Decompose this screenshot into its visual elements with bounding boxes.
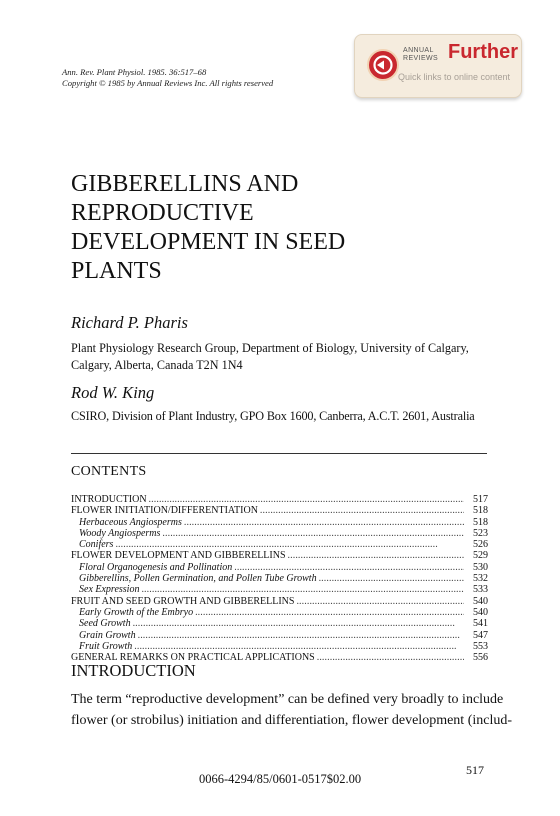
title-line: REPRODUCTIVE xyxy=(71,200,254,226)
badge-further-label: Further xyxy=(448,41,518,63)
contents-divider xyxy=(71,453,487,454)
table-of-contents xyxy=(71,494,488,663)
toc-entry-page: 540 xyxy=(473,595,488,607)
toc-entry-page: 553 xyxy=(473,640,488,652)
toc-entry-page: 529 xyxy=(473,550,488,562)
affiliation-line: Plant Physiology Research Group, Department of Biology, University of Calgary, xyxy=(71,341,469,355)
affiliation-line: CSIRO, Division of Plant Industry, GPO Box 1600, Canberra, A.C.T. 2601, Australia xyxy=(71,409,475,423)
author-affiliation-pharis xyxy=(71,340,488,374)
article-title xyxy=(71,170,345,286)
badge-quick-links-link[interactable]: Quick links to online content xyxy=(398,72,511,82)
toc-leader-dots xyxy=(195,607,464,618)
page-number: 517 xyxy=(466,763,484,777)
toc-leader-dots xyxy=(138,630,464,641)
toc-entry-label: Fruit Growth xyxy=(79,640,133,652)
toc-leader-dots xyxy=(162,528,464,539)
toc-subentry[interactable] xyxy=(71,573,488,584)
section-heading-introduction: INTRODUCTION xyxy=(71,661,196,680)
toc-leader-dots xyxy=(184,517,464,528)
toc-subentry[interactable] xyxy=(71,630,488,641)
toc-entry[interactable] xyxy=(71,494,488,505)
toc-entry-page: 547 xyxy=(473,629,488,641)
copyright-line: Copyright © 1985 by Annual Reviews Inc. All rights reserved xyxy=(62,78,274,88)
toc-entry-page: 517 xyxy=(473,494,488,505)
toc-entry-label: Sex Expression xyxy=(79,584,140,596)
badge-annual: ANNUAL xyxy=(403,47,434,54)
toc-entry-page: 533 xyxy=(473,584,488,596)
toc-entry[interactable] xyxy=(71,550,488,561)
toc-entry-page: 541 xyxy=(473,618,488,630)
toc-entry-page: 518 xyxy=(473,505,488,517)
toc-leader-dots xyxy=(134,641,464,652)
toc-subentry[interactable] xyxy=(71,517,488,528)
toc-subentry[interactable] xyxy=(71,607,488,618)
toc-entry-label: Woody Angiosperms xyxy=(79,527,161,539)
toc-entry-page: 556 xyxy=(473,652,488,664)
author-name-king: Rod W. King xyxy=(71,383,155,402)
toc-entry-page: 532 xyxy=(473,573,488,585)
affiliation-line: Calgary, Alberta, Canada T2N 1N4 xyxy=(71,358,243,372)
toc-subentry[interactable] xyxy=(71,584,488,595)
toc-entry-label: Grain Growth xyxy=(79,629,136,641)
toc-leader-dots xyxy=(319,573,464,584)
badge-reviews: REVIEWS xyxy=(403,55,439,62)
toc-subentry[interactable] xyxy=(71,618,488,629)
title-line: GIBBERELLINS AND xyxy=(71,171,299,197)
toc-subentry[interactable] xyxy=(71,528,488,539)
toc-subentry[interactable] xyxy=(71,539,488,550)
toc-entry-label: GENERAL REMARKS ON PRACTICAL APPLICATIONS xyxy=(71,652,315,664)
toc-leader-dots xyxy=(288,550,464,561)
toc-leader-dots xyxy=(115,539,464,550)
contents-heading: CONTENTS xyxy=(71,464,147,479)
title-line: PLANTS xyxy=(71,258,162,284)
toc-entry-label: Seed Growth xyxy=(79,618,131,630)
toc-entry-label: Early Growth of the Embryo xyxy=(79,606,194,618)
toc-entry-label: Herbaceous Angiosperms xyxy=(79,516,182,528)
toc-entry-page: 526 xyxy=(473,539,488,551)
toc-leader-dots xyxy=(317,652,464,663)
toc-entry[interactable] xyxy=(71,596,488,607)
price-code: 0066-4294/85/0601-0517$02.00 xyxy=(199,772,362,786)
toc-entry-label: Floral Organogenesis and Pollination xyxy=(79,561,233,573)
toc-entry-label: Gibberellins, Pollen Germination, and Pollen Tube Growth xyxy=(79,573,317,585)
toc-subentry[interactable] xyxy=(71,562,488,573)
annual-reviews-logo-icon xyxy=(367,49,399,81)
journal-header xyxy=(62,67,273,89)
toc-entry-label: Conifers xyxy=(79,539,114,551)
toc-leader-dots xyxy=(133,618,464,629)
further-badge[interactable] xyxy=(354,34,522,98)
toc-entry-page: 530 xyxy=(473,561,488,573)
toc-leader-dots xyxy=(260,505,464,516)
annual-reviews-wordmark xyxy=(403,47,438,63)
journal-citation: Ann. Rev. Plant Physiol. 1985. 36:517–68 xyxy=(62,67,207,77)
toc-leader-dots xyxy=(296,596,464,607)
toc-entry-page: 518 xyxy=(473,516,488,528)
toc-subentry[interactable] xyxy=(71,641,488,652)
toc-entry-label: FRUIT AND SEED GROWTH AND GIBBERELLINS xyxy=(71,595,295,607)
toc-entry-label: INTRODUCTION xyxy=(71,494,147,505)
toc-entry-page: 523 xyxy=(473,527,488,539)
title-line: DEVELOPMENT IN SEED xyxy=(71,229,346,255)
toc-entry[interactable] xyxy=(71,505,488,516)
toc-leader-dots xyxy=(149,494,464,505)
body-line: The term “reproductive development” can be defined very broadly to include xyxy=(71,692,504,707)
toc-leader-dots xyxy=(141,584,464,595)
author-name-pharis: Richard P. Pharis xyxy=(71,313,188,332)
toc-entry-label: FLOWER INITIATION/DIFFERENTIATION xyxy=(71,505,258,517)
toc-leader-dots xyxy=(234,562,464,573)
toc-entry-label: FLOWER DEVELOPMENT AND GIBBERELLINS xyxy=(71,550,286,562)
author-affiliation-king xyxy=(71,408,488,425)
toc-entry-page: 540 xyxy=(473,606,488,618)
body-paragraph xyxy=(71,689,513,731)
body-line: flower (or strobilus) initiation and differentiation, flower development (includ- xyxy=(71,713,513,728)
